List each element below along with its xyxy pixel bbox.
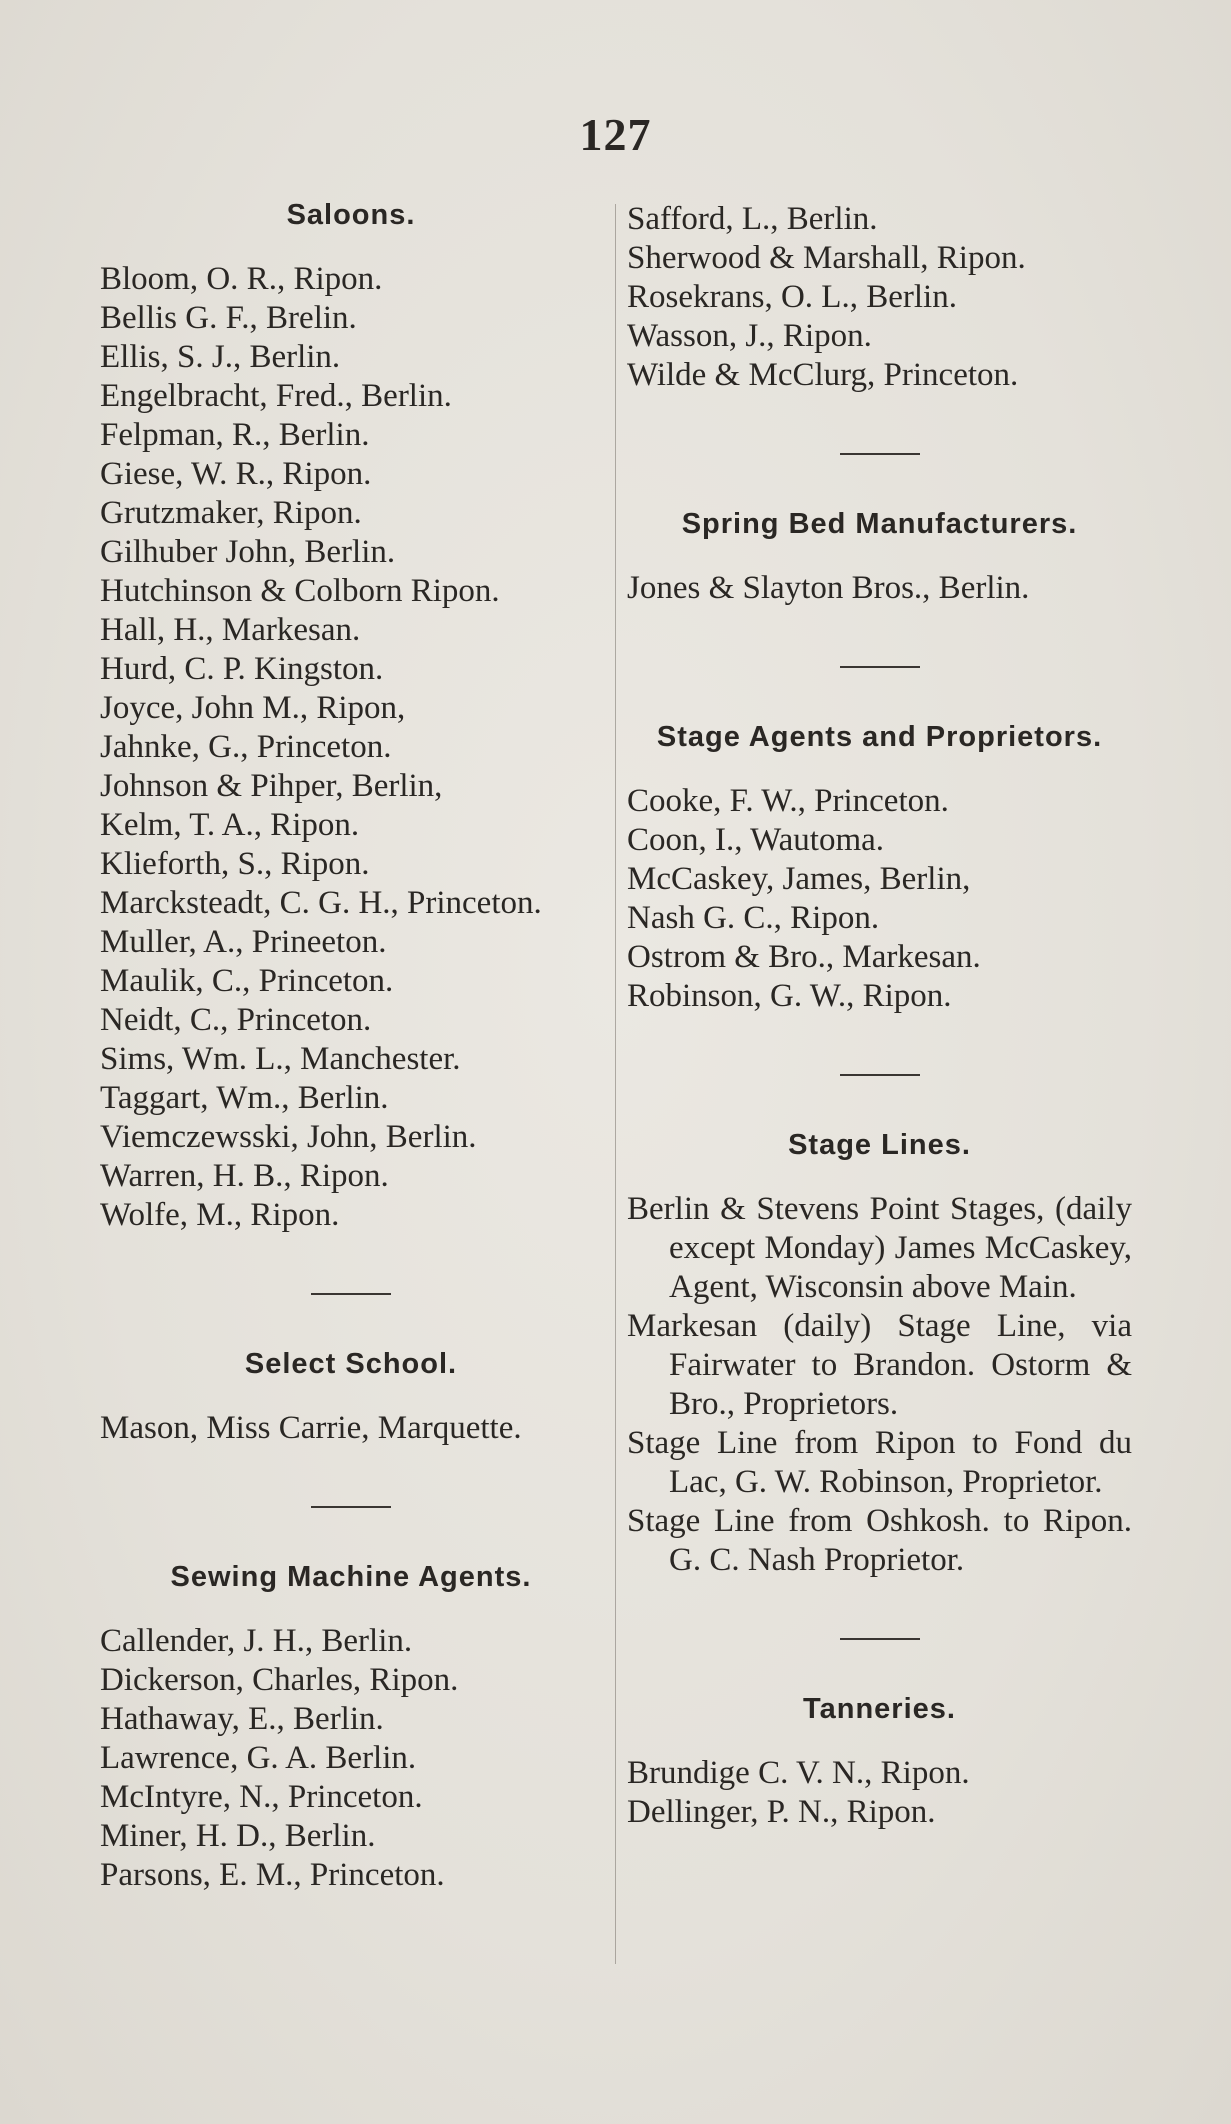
list-item: Dellinger, P. N., Ripon.	[627, 1794, 936, 1830]
list-item: Brundige C. V. N., Ripon.	[627, 1755, 970, 1791]
list-item: Klieforth, S., Ripon.	[100, 846, 370, 882]
list-item: Bloom, O. R., Ripon.	[100, 261, 383, 297]
continued-saloons-list	[627, 200, 1132, 395]
list-item: Muller, A., Prineeton.	[100, 924, 387, 960]
list-item: Warren, H. B., Ripon.	[100, 1158, 389, 1194]
stage-agents-list	[627, 782, 1132, 1016]
section-heading-tanneries: Tanneries.	[803, 1693, 956, 1725]
list-item: Wolfe, M., Ripon.	[100, 1197, 340, 1233]
list-item: Joyce, John M., Ripon,	[100, 690, 406, 726]
list-item: Bellis G. F., Brelin.	[100, 300, 357, 336]
list-item: Safford, L., Berlin.	[627, 201, 878, 237]
list-item: Maulik, C., Princeton.	[100, 963, 394, 999]
tanneries-list	[627, 1754, 1132, 1832]
list-item: Rosekrans, O. L., Berlin.	[627, 279, 957, 315]
sewing-machine-agents-list	[100, 1622, 602, 1895]
list-item: Marcksteadt, C. G. H., Princeton.	[100, 885, 542, 921]
list-item: Ellis, S. J., Berlin.	[100, 339, 341, 375]
list-item: Johnson & Pihper, Berlin,	[100, 768, 443, 804]
list-item: Lawrence, G. A. Berlin.	[100, 1740, 417, 1776]
stage-lines-list	[627, 1190, 1132, 1580]
list-item: Cooke, F. W., Princeton.	[627, 783, 949, 819]
section-heading-select-school: Select School.	[244, 1348, 458, 1380]
list-item: Viemczewsski, John, Berlin.	[100, 1119, 477, 1155]
list-item: Grutzmaker, Ripon.	[100, 495, 362, 531]
saloons-list	[100, 260, 602, 1235]
spring-bed-manufacturers-list	[627, 569, 1132, 608]
section-heading-sewing-machine-agents: Sewing Machine Agents.	[170, 1561, 532, 1593]
list-item: McCaskey, James, Berlin,	[627, 861, 971, 897]
list-item: Hall, H., Markesan.	[100, 612, 361, 648]
list-item: Hurd, C. P. Kingston.	[100, 651, 384, 687]
list-item: Sherwood & Marshall, Ripon.	[627, 240, 1026, 276]
list-item: Felpman, R., Berlin.	[100, 417, 370, 453]
page-number: 127	[579, 109, 652, 160]
list-item: Dickerson, Charles, Ripon.	[100, 1662, 459, 1698]
list-item: Nash G. C., Ripon.	[627, 900, 880, 936]
list-item: Stage Line from Oshkosh. to Ripon. G. C. Nash Proprietor.	[627, 1503, 1132, 1578]
list-item: Mason, Miss Carrie, Marquette.	[100, 1410, 522, 1446]
section-heading-spring-bed-manufacturers: Spring Bed Manufacturers.	[681, 508, 1078, 540]
list-item: Gilhuber John, Berlin.	[100, 534, 396, 570]
list-item: Hathaway, E., Berlin.	[100, 1701, 384, 1737]
section-heading-stage-agents: Stage Agents and Proprietors.	[656, 721, 1103, 753]
list-item: Engelbracht, Fred., Berlin.	[100, 378, 452, 414]
list-item: Wasson, J., Ripon.	[627, 318, 872, 354]
list-item: Stage Line from Ripon to Fond du Lac, G. W. Robinson, Proprietor.	[627, 1425, 1132, 1500]
column-divider	[615, 204, 616, 1964]
section-heading-stage-lines: Stage Lines.	[788, 1129, 971, 1161]
right-column	[627, 200, 1132, 1832]
list-item: Taggart, Wm., Berlin.	[100, 1080, 389, 1116]
list-item: Wilde & McClurg, Princeton.	[627, 357, 1019, 393]
list-item: Coon, I., Wautoma.	[627, 822, 885, 858]
select-school-list	[100, 1409, 602, 1448]
list-item: Jones & Slayton Bros., Berlin.	[627, 570, 1030, 606]
left-column	[100, 200, 602, 1895]
list-item: Parsons, E. M., Princeton.	[100, 1857, 445, 1893]
list-item: Markesan (daily) Stage Line, via Fairwater to Brandon. Ostorm & Bro., Proprietors.	[627, 1308, 1132, 1422]
list-item: Sims, Wm. L., Manchester.	[100, 1041, 461, 1077]
list-item: Miner, H. D., Berlin.	[100, 1818, 376, 1854]
list-item: Jahnke, G., Princeton.	[100, 729, 392, 765]
list-item: Robinson, G. W., Ripon.	[627, 978, 952, 1014]
list-item: Callender, J. H., Berlin.	[100, 1623, 413, 1659]
list-item: Hutchinson & Colborn Ripon.	[100, 573, 500, 609]
list-item: Ostrom & Bro., Markesan.	[627, 939, 981, 975]
list-item: Kelm, T. A., Ripon.	[100, 807, 360, 843]
list-item: McIntyre, N., Princeton.	[100, 1779, 423, 1815]
section-heading-saloons: Saloons.	[286, 199, 416, 231]
list-item: Neidt, C., Princeton.	[100, 1002, 372, 1038]
list-item: Giese, W. R., Ripon.	[100, 456, 372, 492]
list-item: Berlin & Stevens Point Stages, (daily except Monday) James McCaskey, Agent, Wisconsin above Main.	[627, 1191, 1132, 1305]
